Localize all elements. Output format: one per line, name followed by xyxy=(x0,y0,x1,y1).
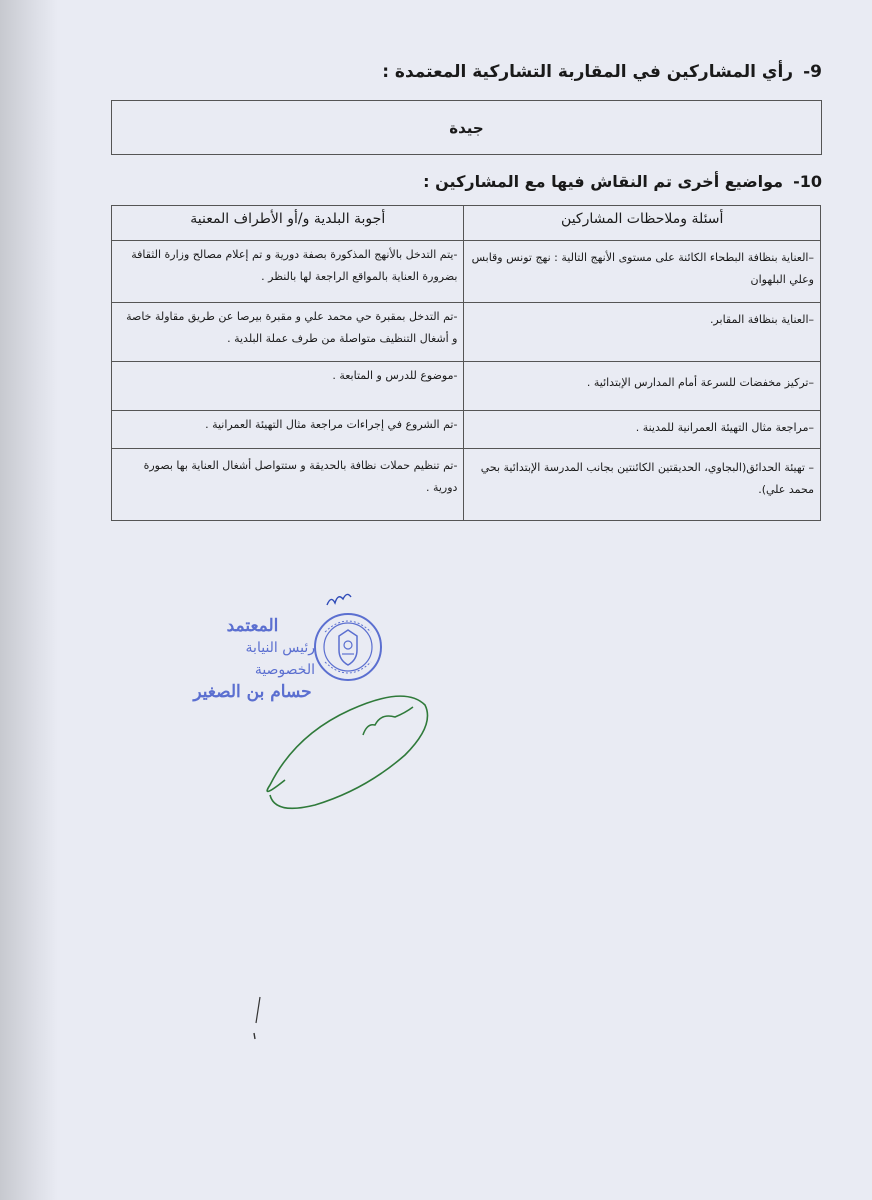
municipality-answer: -تم تنظيم حملات نظافة بالحديقة و ستتواصل أشغال العناية بها بصورة دورية . xyxy=(112,449,464,521)
stamp-title: المعتمد xyxy=(226,616,279,636)
section-10-heading xyxy=(423,172,822,191)
handwritten-signature-icon xyxy=(255,585,455,815)
participants-opinion-box xyxy=(111,100,822,155)
table-row xyxy=(112,411,821,449)
participant-question: –العناية بنظافة البطحاء الكائنة على مستوى الأنهج التالية : نهج تونس وقابس وعلي البلهوان xyxy=(464,241,821,303)
municipality-answer: -تم الشروع في إجراءات مراجعة مثال التهيئة العمرانية . xyxy=(112,411,464,449)
participant-question: – تهيئة الحدائق(البجاوي، الحديقتين الكائنتين بجانب المدرسة الإبتدائية بحي محمد علي). xyxy=(464,449,821,521)
municipality-answer: -تم التدخل بمقبرة حي محمد علي و مقبرة بيرصا عن طريق مقاولة خاصة و أشغال التنظيف متواصلة من طرف عملة البلدية . xyxy=(112,303,464,362)
section-9-heading xyxy=(382,62,822,82)
participant-question: –العناية بنظافة المقابر. xyxy=(464,303,821,362)
section-9-title: رأي المشاركين في المقاربة التشاركية المعتمدة : xyxy=(382,62,794,82)
discussion-topics-table xyxy=(111,205,821,521)
municipality-answer: -يتم التدخل بالأنهج المذكورة بصفة دورية و تم إعلام مصالح وزارة الثقافة بضرورة العناية بالمواقع الراجعة لها بالنظر . xyxy=(112,241,464,303)
participant-question: –مراجعة مثال التهيئة العمرانية للمدينة . xyxy=(464,411,821,449)
table-row xyxy=(112,303,821,362)
table-row xyxy=(112,449,821,521)
questions-column-header: أسئلة وملاحظات المشاركين xyxy=(464,206,821,241)
section-9-number: 9- xyxy=(803,62,822,82)
table-header-row xyxy=(112,206,821,241)
participant-question: –تركيز مخفضات للسرعة أمام المدارس الإبتدائية . xyxy=(464,362,821,411)
section-10-title: مواضيع أخرى تم النقاش فيها مع المشاركين : xyxy=(423,172,784,191)
scan-edge-shadow xyxy=(0,0,58,1200)
pen-mark-icon xyxy=(240,995,270,1045)
table-row xyxy=(112,362,821,411)
participants-opinion-value: جيدة xyxy=(449,118,484,137)
answers-column-header: أجوبة البلدية و/أو الأطراف المعنية xyxy=(112,206,464,241)
stamp-name: حسام بن الصغير xyxy=(193,682,312,702)
section-10-number: 10- xyxy=(793,172,822,191)
stamp-role: رئيس النيابة الخصوصية xyxy=(245,640,315,678)
table-row xyxy=(112,241,821,303)
municipality-answer: -موضوع للدرس و المتابعة . xyxy=(112,362,464,411)
